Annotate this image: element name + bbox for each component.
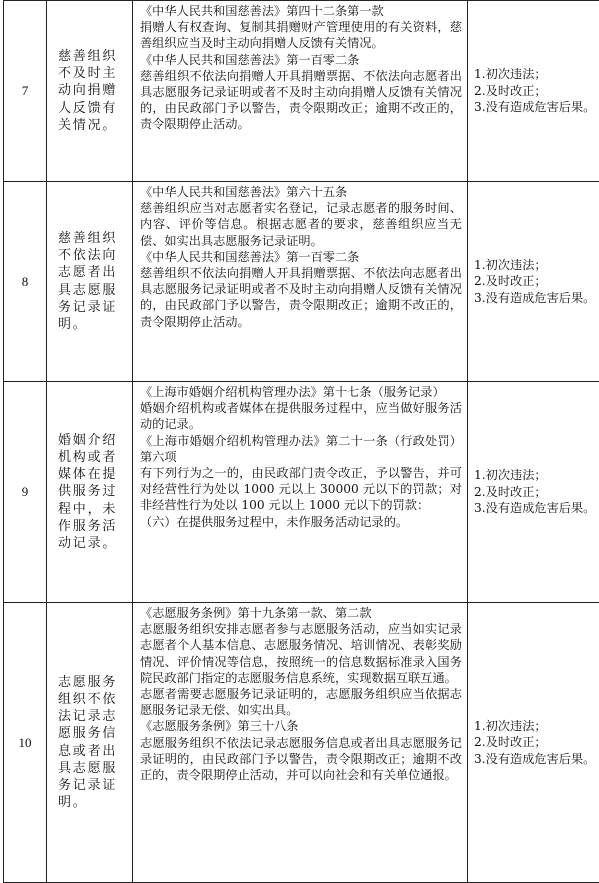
legal-basis-heading: 《中华人民共和国慈善法》第一百零二条 [140, 52, 462, 68]
legal-basis-cell [133, 603, 468, 883]
condition-item: 3.没有造成危害后果。 [474, 99, 599, 116]
legal-basis-text: 慈善组织不依法向捐赠人开具捐赠票据、不依法向志愿者出具志愿服务记录证明或者不及时主动向捐赠人反馈有关情况的，由民政部门予以警告，责令限期改正；逾期不改正的，责令限期停止活动。 [140, 68, 462, 133]
condition-item: 1.初次违法； [474, 257, 599, 274]
violation-description: 慈善组织不及时主动向捐赠人反馈有关情况。 [58, 48, 128, 134]
violation-description-cell [47, 603, 133, 883]
legal-basis-heading: 《志愿服务条例》第十九条第一款、第二款 [140, 605, 462, 621]
violation-description-cell [47, 382, 133, 603]
legal-basis-text: 捐赠人有权查询、复制其捐赠财产管理使用的有关资料，慈善组织应当及时主动向捐赠人反馈有关情况。 [140, 19, 462, 51]
exemption-conditions-cell [468, 603, 599, 883]
legal-basis-heading: 《中华人民共和国慈善法》第一百零二条 [140, 249, 462, 265]
legal-basis-text: 志愿服务组织不依法记录志愿服务信息或者出具志愿服务记录证明的，由民政部门予以警告，责令限期改正；逾期不改正的，责令限期停止活动，并可以向社会和有关单位通报。 [140, 735, 462, 784]
exemption-conditions-cell [468, 382, 599, 603]
legal-basis-cell [133, 182, 468, 382]
condition-item: 2.及时改正； [474, 484, 599, 501]
legal-basis-cell [133, 1, 468, 182]
row-number: 9 [4, 382, 47, 603]
legal-basis-text: 志愿者需要志愿服务记录证明的，志愿服务组织应当依据志愿服务记录无偿、如实出具。 [140, 686, 462, 718]
legal-basis-heading: 《中华人民共和国慈善法》第四十二条第一款 [140, 3, 462, 19]
legal-basis-text: 慈善组织应当对志愿者实名登记，记录志愿者的服务时间、内容、评价等信息。根据志愿者的要求，慈善组织应当无偿、如实出具志愿服务记录证明。 [140, 200, 462, 249]
table-row [4, 1, 599, 182]
legal-basis-text: 有下列行为之一的，由民政部门责令改正，予以警告，并可对经营性行为处以 1000 元以上 30000 元以下的罚款；对非经营性行为处以 100 元以上 1000 元以下的罚款： [140, 465, 462, 514]
exemption-conditions-cell [468, 182, 599, 382]
condition-item: 3.没有造成危害后果。 [474, 500, 599, 517]
legal-basis-text: （六）在提供服务过程中，未作服务活动记录的。 [140, 514, 462, 530]
legal-basis-heading: 《志愿服务条例》第三十八条 [140, 718, 462, 734]
legal-basis-heading: 《上海市婚姻介绍机构管理办法》第十七条（服务记录） [140, 384, 462, 400]
legal-basis-heading: 《中华人民共和国慈善法》第六十五条 [140, 184, 462, 200]
condition-item: 3.没有造成危害后果。 [474, 290, 599, 307]
table-row [4, 603, 599, 883]
row-number: 7 [4, 1, 47, 182]
condition-item: 1.初次违法； [474, 66, 599, 83]
table-row [4, 182, 599, 382]
condition-item: 2.及时改正； [474, 734, 599, 751]
violation-description-cell [47, 182, 133, 382]
regulation-table [3, 0, 599, 883]
legal-basis-text: 慈善组织不依法向捐赠人开具捐赠票据、不依法向志愿者出具志愿服务记录证明或者不及时主动向捐赠人反馈有关情况的，由民政部门予以警告，责令限期改正；逾期不改正的，责令限期停止活动。 [140, 265, 462, 330]
condition-item: 2.及时改正； [474, 273, 599, 290]
condition-item: 3.没有造成危害后果。 [474, 751, 599, 768]
violation-description: 志愿服务组织不依法记录志愿服务信息或者出具志愿服务记录证明。 [58, 674, 128, 812]
row-number: 8 [4, 182, 47, 382]
violation-description: 慈善组织不依法向志愿者出具志愿服务记录证明。 [58, 230, 128, 333]
violation-description: 婚姻介绍机构或者媒体在提供服务过程中，未作服务活动记录。 [58, 432, 128, 552]
row-number: 10 [4, 603, 47, 883]
legal-basis-cell [133, 382, 468, 603]
condition-item: 2.及时改正； [474, 83, 599, 100]
table-row [4, 382, 599, 603]
legal-basis-heading: 《上海市婚姻介绍机构管理办法》第二十一条（行政处罚）第六项 [140, 433, 462, 465]
legal-basis-text: 志愿服务组织安排志愿者参与志愿服务活动，应当如实记录志愿者个人基本信息、志愿服务情况、培训情况、表彰奖励情况、评价情况等信息，按照统一的信息数据标准录入国务院民政部门指定的志愿服务信息系统，实现数据互联互通。 [140, 621, 462, 686]
violation-description-cell [47, 1, 133, 182]
exemption-conditions-cell [468, 1, 599, 182]
legal-basis-text: 婚姻介绍机构或者媒体在提供服务过程中，应当做好服务活动的记录。 [140, 400, 462, 432]
condition-item: 1.初次违法； [474, 718, 599, 735]
condition-item: 1.初次违法； [474, 467, 599, 484]
